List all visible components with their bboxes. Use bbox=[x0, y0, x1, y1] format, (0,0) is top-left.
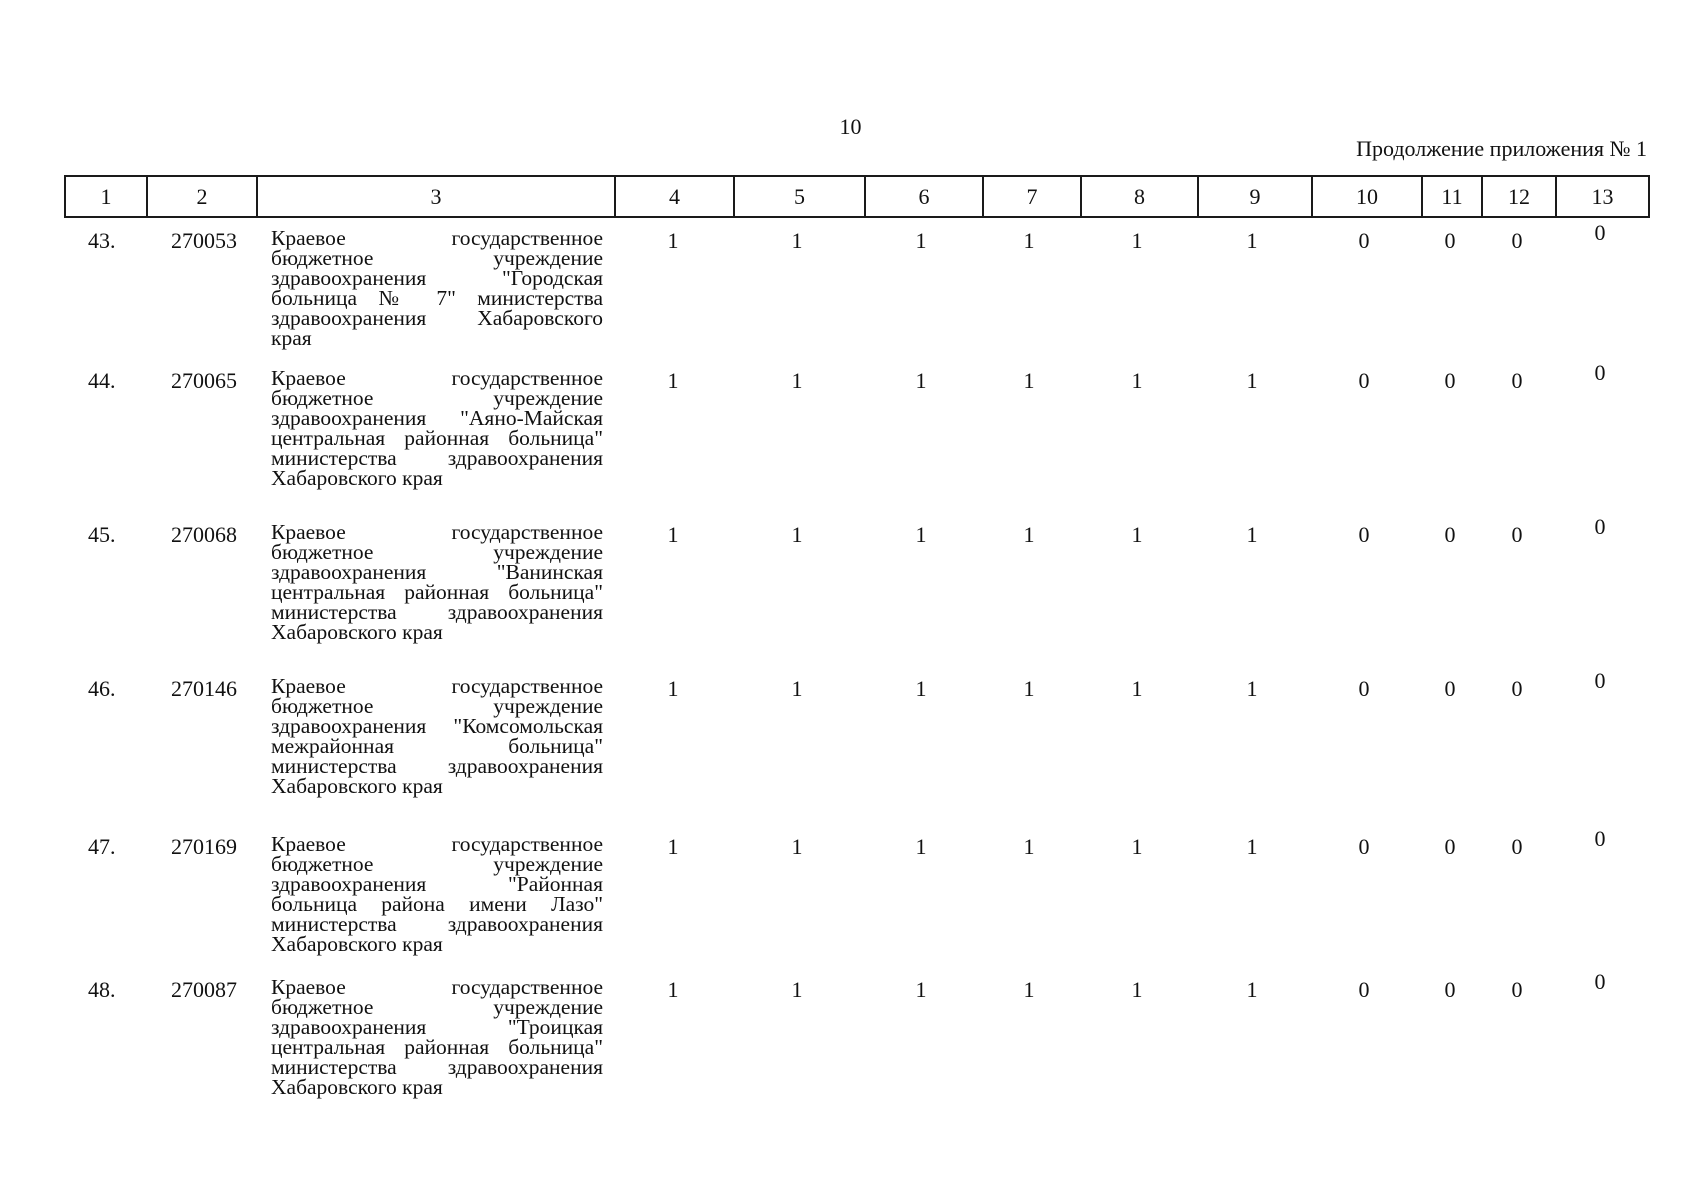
value-cell-col-10: 0 bbox=[1358, 676, 1370, 701]
value-cell-col-13: 0 bbox=[1594, 220, 1606, 245]
value-cell-col-8: 1 bbox=[1131, 676, 1143, 701]
column-header: 6 bbox=[865, 176, 983, 217]
institution-name: Краевое государственное бюджетное учреждение здравоохранения "Комсомольская межрайонная больница" министерства здравоохранения Хабаровского края bbox=[271, 674, 603, 798]
institution-name: Краевое государственное бюджетное учреждение здравоохранения "Аяно-Майская центральная районная больница" министерства здравоохранения Хабаровского края bbox=[271, 366, 603, 490]
column-header: 7 bbox=[983, 176, 1081, 217]
institution-code: 270169 bbox=[171, 834, 237, 859]
column-header: 3 bbox=[257, 176, 615, 217]
value-cell-col-4: 1 bbox=[667, 977, 679, 1002]
column-header-table bbox=[64, 175, 1650, 218]
value-cell-col-6: 1 bbox=[915, 368, 927, 393]
value-cell-col-4: 1 bbox=[667, 834, 679, 859]
value-cell-col-7: 1 bbox=[1023, 522, 1035, 547]
value-cell-col-13: 0 bbox=[1594, 668, 1606, 693]
value-cell-col-9: 1 bbox=[1246, 977, 1258, 1002]
institution-code: 270065 bbox=[171, 368, 237, 393]
value-cell-col-10: 0 bbox=[1358, 228, 1370, 253]
institution-code: 270146 bbox=[171, 676, 237, 701]
value-cell-col-6: 1 bbox=[915, 977, 927, 1002]
institution-name: Краевое государственное бюджетное учреждение здравоохранения "Троицкая центральная районная больница" министерства здравоохранения Хабаровского края bbox=[271, 975, 603, 1099]
value-cell-col-12: 0 bbox=[1511, 368, 1523, 393]
value-cell-col-13: 0 bbox=[1594, 514, 1606, 539]
value-cell-col-8: 1 bbox=[1131, 834, 1143, 859]
institution-name: Краевое государственное бюджетное учреждение здравоохранения "Ванинская центральная районная больница" министерства здравоохранения Хабаровского края bbox=[271, 520, 603, 644]
continuation-label: Продолжение приложения № 1 bbox=[1356, 136, 1647, 161]
row-number: 45. bbox=[88, 522, 116, 547]
value-cell-col-7: 1 bbox=[1023, 977, 1035, 1002]
value-cell-col-8: 1 bbox=[1131, 977, 1143, 1002]
value-cell-col-7: 1 bbox=[1023, 834, 1035, 859]
value-cell-col-7: 1 bbox=[1023, 368, 1035, 393]
institution-code: 270053 bbox=[171, 228, 237, 253]
column-header: 13 bbox=[1556, 176, 1649, 217]
value-cell-col-6: 1 bbox=[915, 676, 927, 701]
value-cell-col-11: 0 bbox=[1444, 368, 1456, 393]
value-cell-col-4: 1 bbox=[667, 368, 679, 393]
value-cell-col-12: 0 bbox=[1511, 228, 1523, 253]
value-cell-col-4: 1 bbox=[667, 228, 679, 253]
row-number: 44. bbox=[88, 368, 116, 393]
value-cell-col-10: 0 bbox=[1358, 834, 1370, 859]
value-cell-col-6: 1 bbox=[915, 228, 927, 253]
value-cell-col-12: 0 bbox=[1511, 977, 1523, 1002]
page-number: 10 bbox=[839, 114, 862, 139]
value-cell-col-10: 0 bbox=[1358, 977, 1370, 1002]
value-cell-col-11: 0 bbox=[1444, 977, 1456, 1002]
column-header: 11 bbox=[1422, 176, 1482, 217]
value-cell-col-10: 0 bbox=[1358, 368, 1370, 393]
value-cell-col-5: 1 bbox=[791, 368, 803, 393]
value-cell-col-13: 0 bbox=[1594, 826, 1606, 851]
value-cell-col-4: 1 bbox=[667, 522, 679, 547]
institution-name: Краевое государственное бюджетное учреждение здравоохранения "Районная больница района имени Лазо" министерства здравоохранения Хабаровского края bbox=[271, 832, 603, 956]
value-cell-col-5: 1 bbox=[791, 676, 803, 701]
value-cell-col-13: 0 bbox=[1594, 360, 1606, 385]
value-cell-col-12: 0 bbox=[1511, 834, 1523, 859]
column-header: 4 bbox=[615, 176, 734, 217]
column-header: 12 bbox=[1482, 176, 1556, 217]
value-cell-col-6: 1 bbox=[915, 522, 927, 547]
value-cell-col-4: 1 bbox=[667, 676, 679, 701]
value-cell-col-11: 0 bbox=[1444, 522, 1456, 547]
value-cell-col-5: 1 bbox=[791, 977, 803, 1002]
column-header: 8 bbox=[1081, 176, 1198, 217]
row-number: 48. bbox=[88, 977, 116, 1002]
institution-name: Краевое государственное бюджетное учреждение здравоохранения "Городская больница № 7" министерства здравоохранения Хабаровского края bbox=[271, 226, 603, 350]
column-header: 5 bbox=[734, 176, 865, 217]
value-cell-col-5: 1 bbox=[791, 834, 803, 859]
value-cell-col-7: 1 bbox=[1023, 228, 1035, 253]
row-number: 47. bbox=[88, 834, 116, 859]
value-cell-col-5: 1 bbox=[791, 228, 803, 253]
value-cell-col-8: 1 bbox=[1131, 228, 1143, 253]
institution-code: 270068 bbox=[171, 522, 237, 547]
value-cell-col-10: 0 bbox=[1358, 522, 1370, 547]
value-cell-col-9: 1 bbox=[1246, 834, 1258, 859]
value-cell-col-7: 1 bbox=[1023, 676, 1035, 701]
value-cell-col-6: 1 bbox=[915, 834, 927, 859]
value-cell-col-9: 1 bbox=[1246, 676, 1258, 701]
value-cell-col-13: 0 bbox=[1594, 969, 1606, 994]
value-cell-col-11: 0 bbox=[1444, 228, 1456, 253]
column-header: 2 bbox=[147, 176, 257, 217]
column-header: 9 bbox=[1198, 176, 1312, 217]
value-cell-col-9: 1 bbox=[1246, 368, 1258, 393]
value-cell-col-11: 0 bbox=[1444, 676, 1456, 701]
row-number: 43. bbox=[88, 228, 116, 253]
value-cell-col-5: 1 bbox=[791, 522, 803, 547]
value-cell-col-8: 1 bbox=[1131, 368, 1143, 393]
institution-code: 270087 bbox=[171, 977, 237, 1002]
row-number: 46. bbox=[88, 676, 116, 701]
value-cell-col-11: 0 bbox=[1444, 834, 1456, 859]
value-cell-col-9: 1 bbox=[1246, 522, 1258, 547]
value-cell-col-9: 1 bbox=[1246, 228, 1258, 253]
value-cell-col-12: 0 bbox=[1511, 522, 1523, 547]
column-header: 1 bbox=[65, 176, 147, 217]
value-cell-col-8: 1 bbox=[1131, 522, 1143, 547]
column-header: 10 bbox=[1312, 176, 1422, 217]
value-cell-col-12: 0 bbox=[1511, 676, 1523, 701]
